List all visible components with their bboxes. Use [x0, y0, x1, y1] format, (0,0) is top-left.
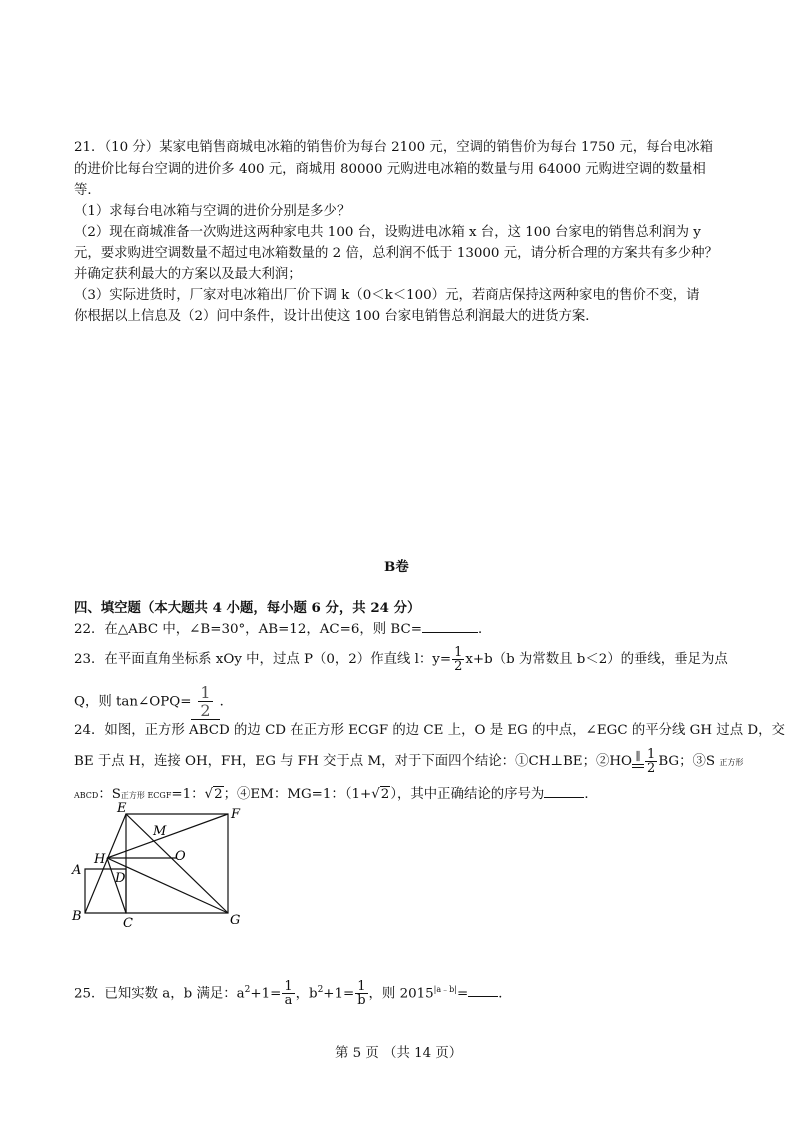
q24-subscript-1: 正方形	[719, 758, 744, 767]
q23-frac-den: 2	[454, 659, 463, 674]
q25-pre: 25．已知实数 a，b 满足：a	[74, 986, 245, 1002]
question-25	[74, 979, 512, 1007]
q25-end: ．	[498, 986, 512, 1002]
q23-ans-num: 1	[200, 683, 211, 702]
question-23-line2	[74, 684, 233, 720]
label-o: O	[175, 849, 186, 864]
geometry-figure	[60, 802, 260, 932]
q23-post: x+b（b 为常数且 b＜2）的垂线，垂足为点	[465, 652, 728, 667]
q25-frac-a	[282, 980, 294, 1007]
q25-mid1: +1=	[250, 986, 282, 1002]
q24-line2-pre: BE 于点 H，连接 OH，FH，EG 与 FH 交于点 M，对于下面四个结论：①CH⊥BE；②HO	[74, 754, 633, 769]
q25-mid5: =	[456, 986, 469, 1002]
q22-text: 22．在△ABC 中，∠B=30°，AB=12，AC=6，则 BC=	[74, 622, 422, 637]
label-m: M	[153, 824, 167, 839]
q25-f1-num: 1	[284, 979, 293, 995]
label-f: F	[231, 807, 241, 822]
question-23-line1	[74, 646, 728, 673]
q22-end: ．	[477, 622, 492, 637]
q23-answer-blank[interactable]	[191, 684, 219, 720]
q23-slope-fraction	[452, 646, 464, 673]
q24-line3-d: ），其中正确结论的序号为	[390, 787, 545, 802]
section-4-heading: 四、填空题（本大题共 4 小题，每小题 6 分，共 24 分）	[74, 600, 421, 616]
label-b: B	[72, 909, 82, 924]
segment-hf	[107, 814, 228, 858]
q23-end: ．	[219, 694, 233, 710]
q25-exponent: |a﹣b|	[433, 985, 457, 994]
q23-line2: Q，则 tan∠OPQ=	[74, 694, 192, 710]
q21-part2-line1: （2）现在商城准备一次购进这两种家电共 100 台，设购进电冰箱 x 台，这 100 台家电的销售总利润为 y	[74, 225, 701, 240]
q24-frac-den: 2	[647, 761, 656, 776]
question-24-line2	[74, 748, 743, 775]
q25-mid4: ，则 2015	[368, 986, 434, 1002]
q21-line1: 21．（10 分）某家电销售商城电冰箱的销售价为每台 2100 元，空调的销售价为每台 1750 元，每台电冰箱	[74, 140, 714, 155]
label-c: C	[123, 916, 133, 931]
q25-sup-a: 2	[244, 985, 251, 995]
q21-part2-line2: 元，要求购进空调数量不超过电冰箱数量的 2 倍，总利润不低于 13000 元，请分析合理的方案共有多少种？	[74, 246, 718, 261]
q25-mid2: ，b	[295, 986, 318, 1002]
q22-answer-blank[interactable]	[422, 618, 478, 633]
question-24-line1: 24．如图，正方形 ABCD 的边 CD 在正方形 ECGF 的边 CE 上，O 是 EG 的中点，∠EGC 的平分线 GH 过点 D，交	[74, 723, 785, 738]
q24-subscript-2: 正方形 ECGF	[120, 791, 172, 800]
q25-sup-b: 2	[317, 985, 324, 995]
q24-line3-c: ；④EM：MG=1：（1+	[223, 787, 372, 802]
q24-answer-blank[interactable]	[544, 783, 584, 798]
q23-ans-den: 2	[200, 701, 211, 720]
q21-line3: 等．	[74, 183, 101, 198]
q23-answer-fraction	[198, 684, 212, 719]
q24-frac-num: 1	[647, 747, 656, 762]
question-22	[74, 618, 491, 641]
page-footer: 第 5 页 （共 14 页）	[335, 1046, 463, 1061]
label-a: A	[72, 863, 82, 878]
sqrt-symbol: √2	[204, 787, 223, 802]
q24-subscript-abcd: ABCD	[74, 791, 99, 800]
sqrt-symbol-2: √2	[371, 787, 390, 802]
label-d: D	[115, 871, 126, 886]
q21-part1: （1）求每台电冰箱与空调的进价分别是多少？	[74, 204, 351, 219]
q25-f2-num: 1	[357, 979, 366, 995]
q21-line2: 的进价比每台空调的进价多 400 元，商城用 80000 元购进电冰箱的数量与用 64000 元购进空调的数量相	[74, 162, 706, 177]
parallel-equal-symbol	[632, 751, 644, 773]
q25-answer-blank[interactable]	[468, 982, 498, 997]
q24-line2-mid: BG；③S	[658, 754, 716, 769]
q24-parallel: ∥	[635, 750, 641, 763]
q24-end: ．	[584, 787, 598, 802]
label-g: G	[230, 913, 241, 928]
q21-part3-line1: （3）实际进货时，厂家对电冰箱出厂价下调 k（0＜k＜100）元，若商店保持这两种家电的售价不变，请	[74, 288, 700, 303]
q25-f2-den: b	[357, 993, 366, 1009]
label-h: H	[94, 852, 106, 867]
q24-line3-a: ：S	[98, 787, 121, 802]
q24-half-fraction	[645, 748, 657, 775]
section-b-title: B卷	[384, 559, 409, 575]
q21-part3-line2: 你根据以上信息及（2）问中条件，设计出使这 100 台家电销售总利润最大的进货方案．	[74, 309, 599, 324]
label-e: E	[117, 802, 127, 816]
q24-line3-b: =1：	[171, 787, 205, 802]
q24-sqrt-arg-2: 2	[380, 787, 390, 802]
q23-frac-num: 1	[454, 645, 463, 660]
q23-pre: 23．在平面直角坐标系 xOy 中，过点 P（0，2）作直线 l：y=	[74, 652, 452, 667]
q25-f1-den: a	[284, 993, 293, 1009]
q25-frac-b	[355, 980, 367, 1007]
q24-sqrt-arg: 2	[214, 787, 223, 802]
q25-mid3: +1=	[323, 986, 355, 1002]
q21-part2-line3: 并确定获利最大的方案以及最大利润；	[74, 267, 302, 282]
